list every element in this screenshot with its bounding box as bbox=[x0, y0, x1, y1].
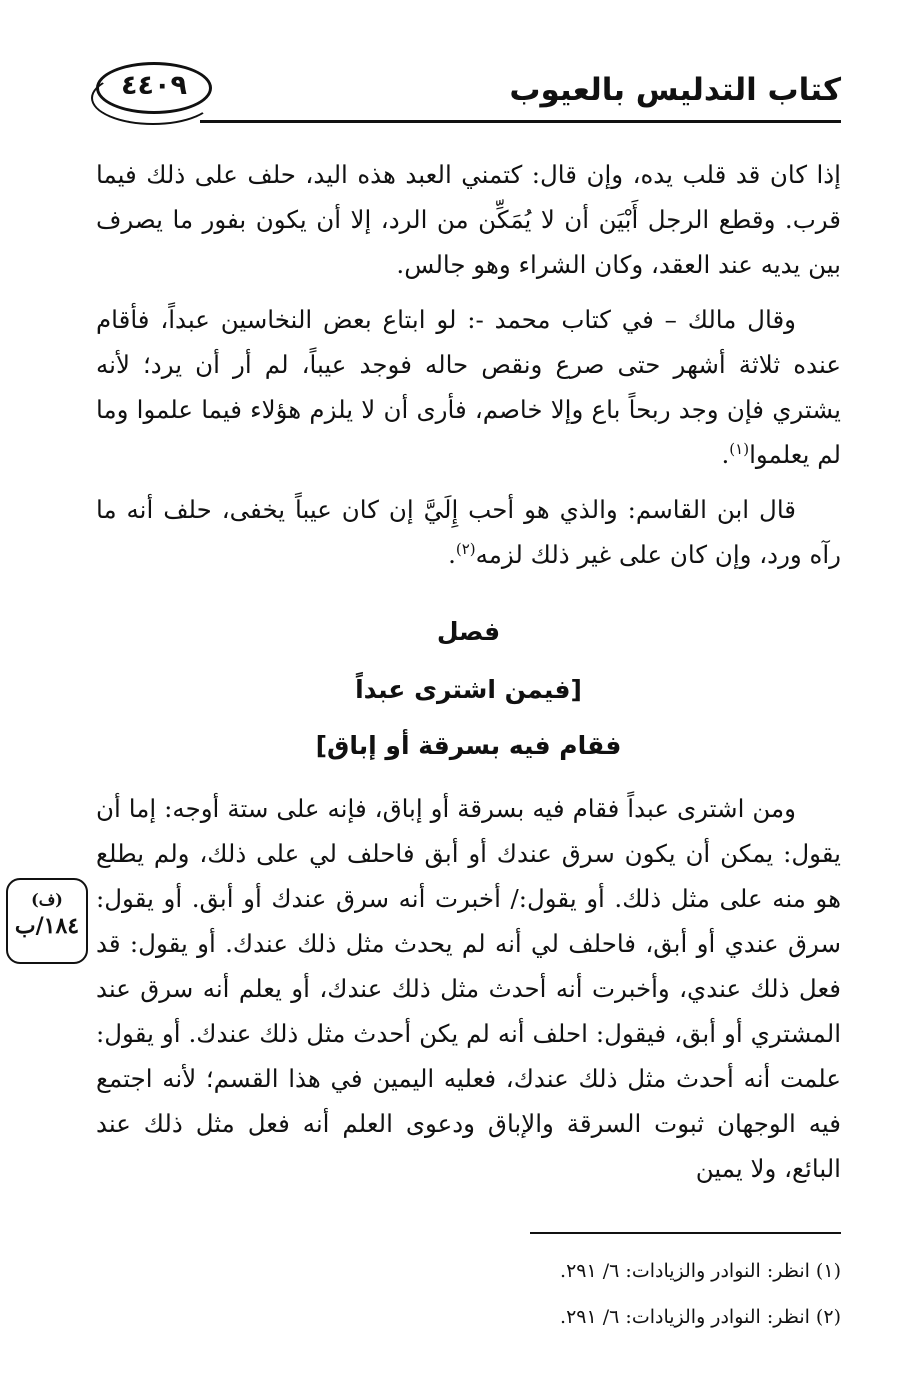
footnote-2: (٢) انظر: النوادر والزيادات: ٦/ ٢٩١. bbox=[560, 1306, 841, 1328]
book-title: كتاب التدليس بالعيوب bbox=[509, 72, 841, 108]
upper-text-block bbox=[96, 152, 841, 577]
paragraph-2 bbox=[96, 297, 841, 477]
section-subheading-2: فقام فيه بسرقة أو إباق] bbox=[315, 731, 622, 760]
footnote-ref-1: (١) bbox=[729, 439, 750, 458]
page-number: ٤٤٠٩ bbox=[121, 70, 187, 101]
footnote-ref-2: (٢) bbox=[455, 539, 476, 558]
footnotes bbox=[96, 1248, 841, 1340]
margin-note-siglum: (ف) bbox=[31, 890, 63, 909]
paragraph-3 bbox=[96, 487, 841, 577]
section-text-block bbox=[96, 786, 841, 1191]
paragraph-3-tail: . bbox=[448, 540, 456, 569]
header-rule bbox=[200, 120, 841, 123]
section-heading: فصل bbox=[436, 617, 501, 646]
paragraph-1-text: إذا كان قد قلب يده، وإن قال: كتمني العبد هذه اليد، حلف على ذلك فيما قرب. وقطع الرجل أَبْيَن أن لا يُمَكِّن من الرد، إلا أن يكون بفور ما يصرف بين يديه عند العقد، وكان الشراء وهو جالس. bbox=[96, 160, 841, 279]
paragraph-1 bbox=[96, 152, 841, 287]
footnote-1: (١) انظر: النوادر والزيادات: ٦/ ٢٩١. bbox=[560, 1260, 841, 1282]
manuscript-folio-note bbox=[6, 878, 88, 964]
margin-note-folio: ١٨٤/ب bbox=[14, 913, 80, 939]
page-header bbox=[96, 62, 841, 128]
footnote-separator bbox=[530, 1232, 841, 1234]
paragraph-2-text: وقال مالك – في كتاب محمد -: لو ابتاع بعض النخاسين عبداً، فأقام عنده ثلاثة أشهر حتى صرع ونقص حاله فوجد عيباً، لم أر أن يرد؛ لأنه يشتري فإن وجد ربحاً باع وإلا خاصم، فأرى أن لا يلزم هؤلاء فيما علموا وما لم يعلموا bbox=[96, 305, 841, 469]
section-subheading-1: [فيمن اشترى عبداً bbox=[355, 675, 582, 704]
section-paragraph: ومن اشترى عبداً فقام فيه بسرقة أو إباق، فإنه على ستة أوجه: إما أن يقول: يمكن أن يكون سرق عندك أو أبق فاحلف لي على ذلك، ولم يطلع هو منه على مثل ذلك. أو يقول:/ أخبرت أنه سرق عندك أو أبق. أو يقول: سرق عندي أو أبق، فاحلف لي أنه لم يحدث مثل ذلك عندك. أو يقول: قد فعل ذلك عندي، وأخبرت أنه أحدث مثل ذلك عندك، أو يعلم أنه سرق عند المشتري أو أبق، فيقول: احلف أنه لم يكن أحدث مثل ذلك عندك. أو يقول: علمت أنه أحدث مثل ذلك عندك، فعليه اليمين في هذا القسم؛ لأنه اجتمع فيه الوجهان ثبوت السرقة والإباق ودعوى العلم أنه فعل مثل ذلك عند البائع، ولا يمين bbox=[96, 794, 841, 1183]
paragraph-3-text: قال ابن القاسم: والذي هو أحب إِلَيَّ إن كان عيباً يخفى، حلف أنه ما رآه ورد، وإن كان على غير ذلك لزمه bbox=[96, 495, 841, 569]
paragraph-2-tail: . bbox=[721, 440, 730, 469]
